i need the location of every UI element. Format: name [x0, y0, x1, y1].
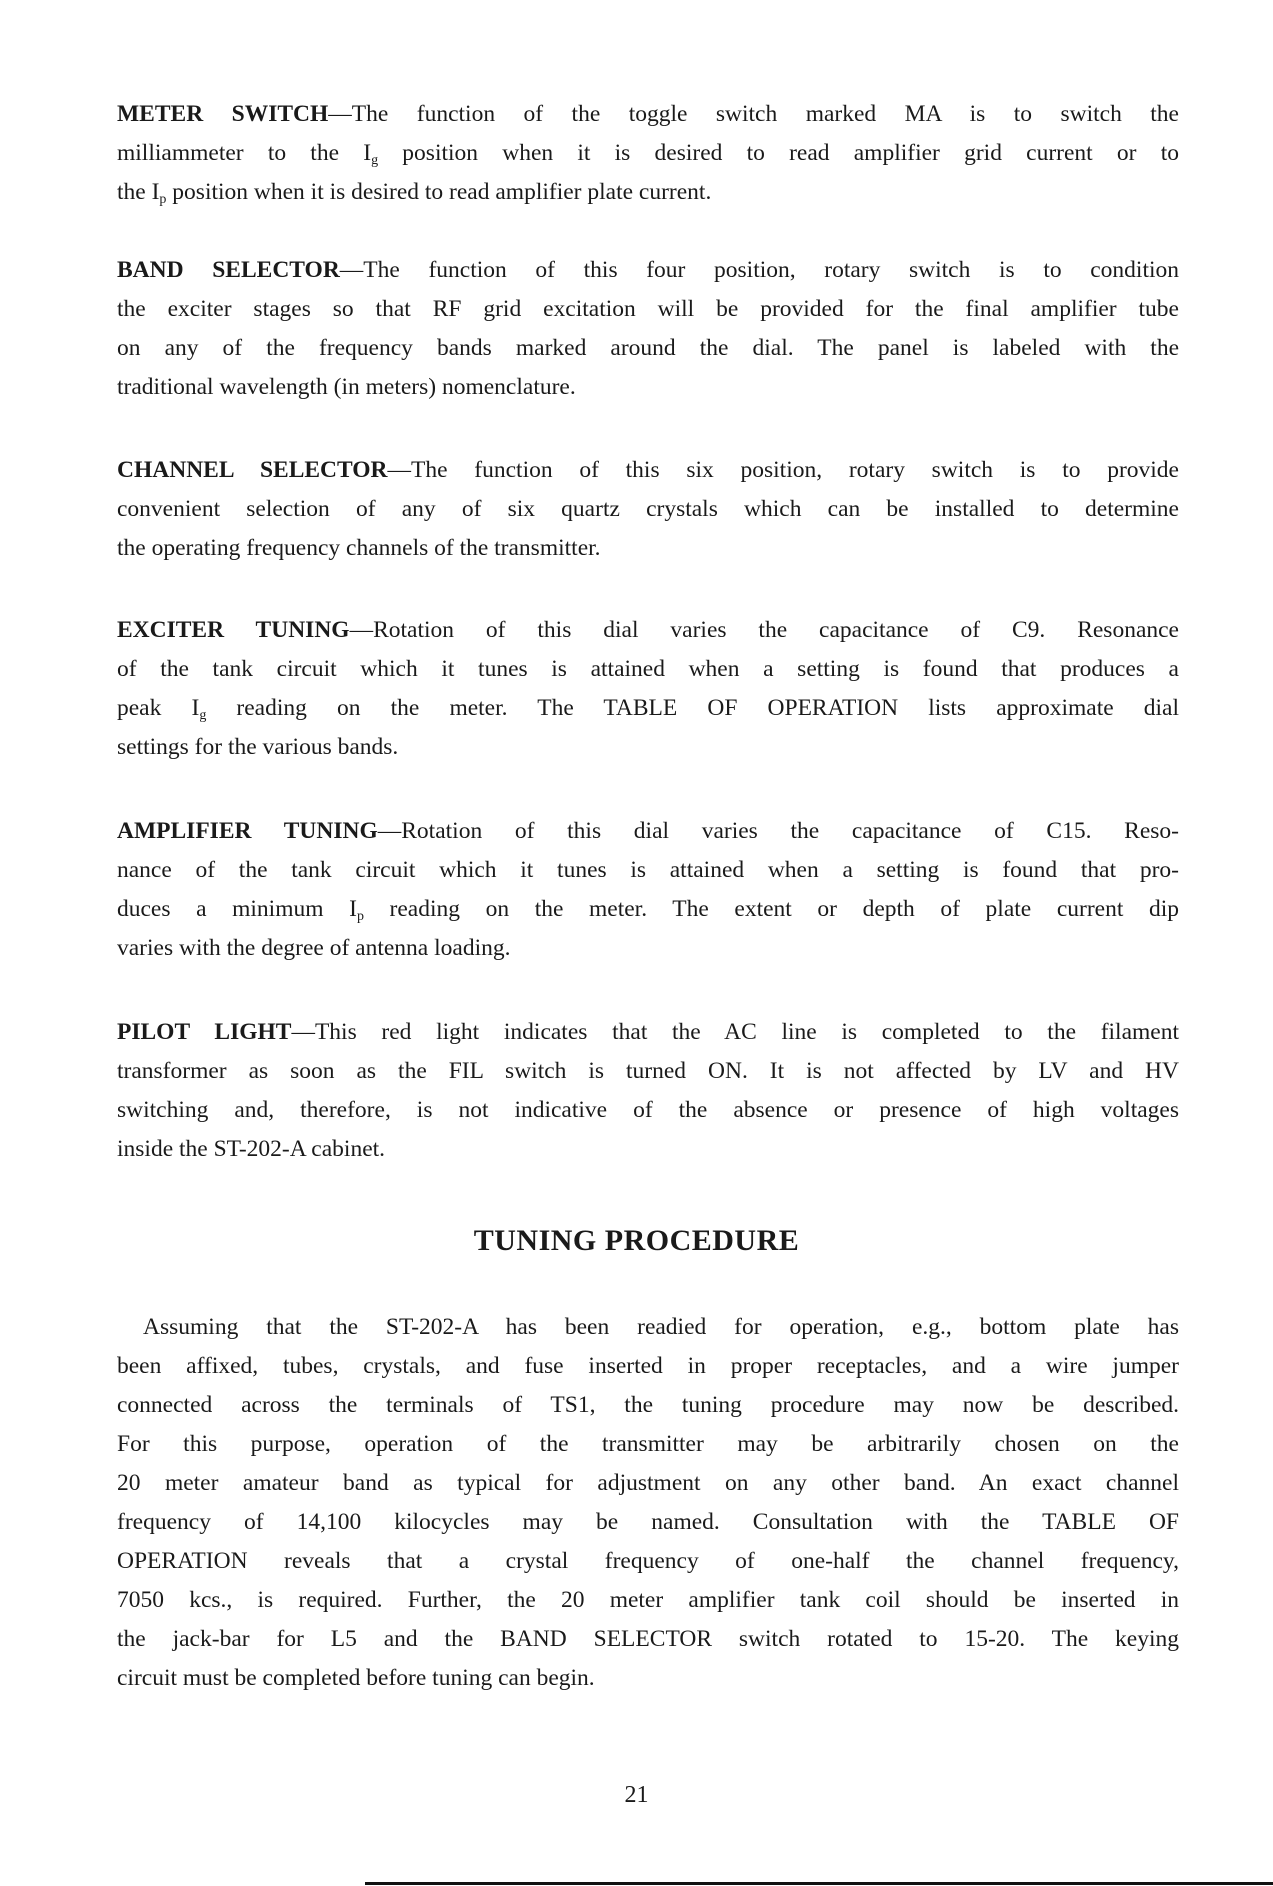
- text-run: For this purpose, operation of the transmitter may be arbitrarily chosen on the: [117, 1431, 1179, 1457]
- bottom-rule: [365, 1882, 1273, 1885]
- text-line: [117, 368, 1179, 407]
- text-run: convenient selection of any of six quartz crystals which can be installed to determine: [117, 496, 1179, 522]
- paragraph-lead: EXCITER TUNING: [117, 617, 350, 643]
- text-line: [117, 1091, 1179, 1130]
- text-line: [117, 851, 1179, 890]
- paragraph-exciter-tuning: [117, 611, 1179, 767]
- text-line: [117, 929, 1179, 968]
- text-run: —The function of this four position, rotary switch is to condition: [339, 257, 1179, 283]
- text-run: transformer as soon as the FIL switch is turned ON. It is not affected by LV and HV: [117, 1058, 1179, 1084]
- text-run: position when it is desired to read amplifier plate current.: [166, 179, 712, 205]
- subscript: g: [371, 153, 379, 168]
- text-run: varies with the degree of antenna loading.: [117, 935, 511, 961]
- paragraph-band-selector: [117, 251, 1179, 407]
- text-run: 7050 kcs., is required. Further, the 20 meter amplifier tank coil should be inserted in: [117, 1587, 1179, 1613]
- text-line: [117, 1542, 1179, 1581]
- text-run: reading on the meter. The TABLE OF OPERATION lists approximate dial: [206, 695, 1180, 721]
- text-run: of the tank circuit which it tunes is attained when a setting is found that produces a: [117, 656, 1179, 682]
- paragraph-lead: PILOT LIGHT: [117, 1019, 292, 1045]
- subscript: g: [199, 708, 207, 723]
- text-line: [117, 1581, 1179, 1620]
- text-run: peak I: [117, 695, 200, 721]
- text-run: inside the ST-202-A cabinet.: [117, 1136, 386, 1162]
- text-run: —Rotation of this dial varies the capacitance of C9. Resonance: [349, 617, 1179, 643]
- text-run: been affixed, tubes, crystals, and fuse inserted in proper receptacles, and a wire jumper: [117, 1353, 1179, 1379]
- text-run: position when it is desired to read amplifier grid current or to: [378, 140, 1179, 166]
- text-line: [117, 689, 1179, 728]
- text-run: —This red light indicates that the AC line is completed to the filament: [291, 1019, 1179, 1045]
- text-run: the I: [117, 179, 160, 205]
- text-run: —Rotation of this dial varies the capacitance of C15. Reso-: [377, 818, 1179, 844]
- text-line: [117, 890, 1179, 929]
- text-run: the exciter stages so that RF grid excitation will be provided for the final amplifier tube: [117, 296, 1179, 322]
- text-line: [117, 1308, 1179, 1347]
- paragraph-pilot-light: [117, 1013, 1179, 1169]
- text-run: settings for the various bands.: [117, 734, 399, 760]
- text-run: frequency of 14,100 kilocycles may be named. Consultation with the TABLE OF: [117, 1509, 1179, 1535]
- subscript: p: [159, 192, 167, 207]
- paragraph-lead: BAND SELECTOR: [117, 257, 340, 283]
- text-run: connected across the terminals of TS1, the tuning procedure may now be described.: [117, 1392, 1179, 1418]
- text-line: [117, 1347, 1179, 1386]
- text-line: [117, 490, 1179, 529]
- text-line: [117, 1464, 1179, 1503]
- text-run: 20 meter amateur band as typical for adjustment on any other band. An exact channel: [117, 1470, 1179, 1496]
- page-number: 21: [624, 1782, 649, 1808]
- text-run: milliammeter to the I: [117, 140, 372, 166]
- text-line: [117, 329, 1179, 368]
- text-line: [117, 611, 1179, 650]
- text-line: [117, 290, 1179, 329]
- text-run: OPERATION reveals that a crystal frequency of one-half the channel frequency,: [117, 1548, 1179, 1574]
- text-line: [117, 650, 1179, 689]
- paragraph-lead: METER SWITCH: [117, 101, 329, 127]
- paragraph-lead: AMPLIFIER TUNING: [117, 818, 378, 844]
- text-line: [117, 1425, 1179, 1464]
- paragraph-amplifier-tuning: [117, 812, 1179, 968]
- text-run: circuit must be completed before tuning can begin.: [117, 1665, 595, 1691]
- text-line: [117, 1503, 1179, 1542]
- text-line: [117, 173, 1179, 212]
- text-line: [117, 728, 1179, 767]
- text-line: [117, 1013, 1179, 1052]
- text-run: on any of the frequency bands marked around the dial. The panel is labeled with the: [117, 335, 1179, 361]
- text-run: switching and, therefore, is not indicative of the absence or presence of high voltages: [117, 1097, 1179, 1123]
- section-heading: TUNING PROCEDURE: [473, 1224, 800, 1257]
- text-line: [117, 1052, 1179, 1091]
- text-line: [117, 1130, 1179, 1169]
- text-line: [117, 529, 1179, 568]
- text-run: —The function of the toggle switch marked MA is to switch the: [328, 101, 1179, 127]
- text-run: traditional wavelength (in meters) nomenclature.: [117, 374, 576, 400]
- paragraph-tuning-procedure: [117, 1308, 1179, 1698]
- text-line: [117, 812, 1179, 851]
- text-line: [117, 95, 1179, 134]
- text-run: the jack-bar for L5 and the BAND SELECTOR switch rotated to 15-20. The keying: [117, 1626, 1179, 1652]
- text-line: [117, 1659, 1179, 1698]
- text-run: —The function of this six position, rotary switch is to provide: [387, 457, 1179, 483]
- text-run: nance of the tank circuit which it tunes is attained when a setting is found that pro-: [117, 857, 1179, 883]
- paragraph-lead: CHANNEL SELECTOR: [117, 457, 388, 483]
- subscript: p: [356, 909, 364, 924]
- text-run: Assuming that the ST-202-A has been readied for operation, e.g., bottom plate has: [143, 1314, 1179, 1340]
- text-run: duces a minimum I: [117, 896, 357, 922]
- text-line: [117, 1620, 1179, 1659]
- paragraph-channel-selector: [117, 451, 1179, 568]
- text-line: [117, 251, 1179, 290]
- text-line: [117, 134, 1179, 173]
- text-line: [117, 1386, 1179, 1425]
- paragraph-meter-switch: [117, 95, 1179, 212]
- text-run: reading on the meter. The extent or depth of plate current dip: [363, 896, 1179, 922]
- text-line: [117, 451, 1179, 490]
- text-run: the operating frequency channels of the transmitter.: [117, 535, 601, 561]
